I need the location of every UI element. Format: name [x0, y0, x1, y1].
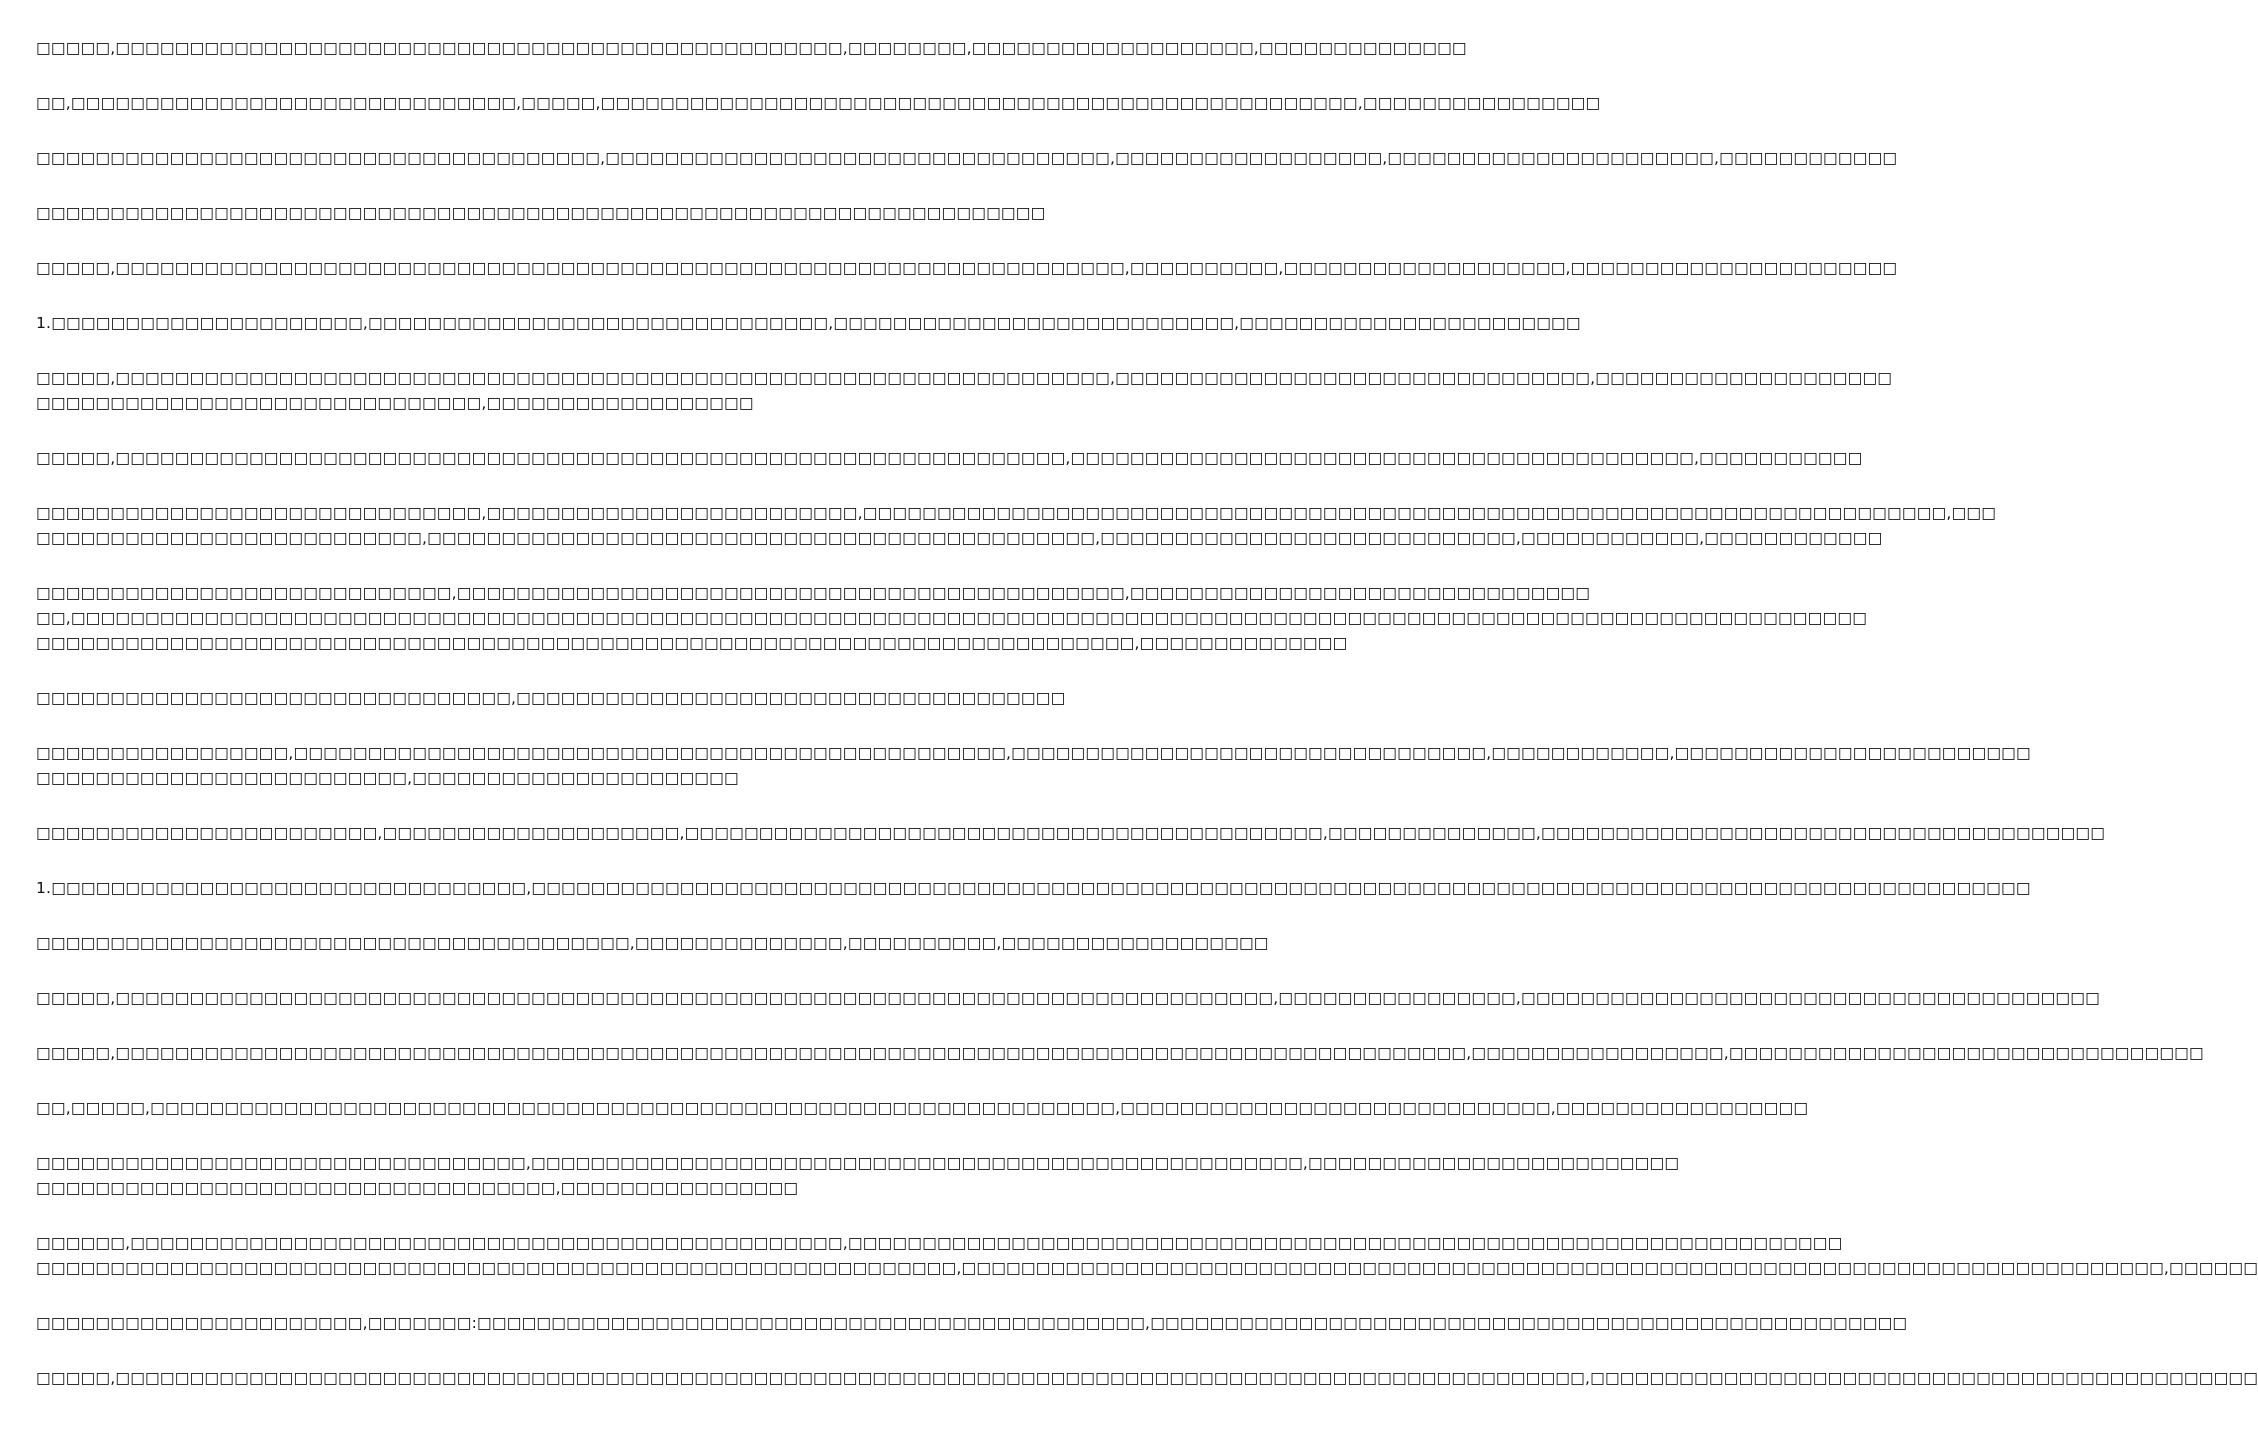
text-line: □□□□□□□□□□□□□□□□□□□□□□□□□□□□□□,□□□□□□□□□□□□□□□□□□□□□□□□□,□□□□□□□□□□□□□□□□□□□□□□□□□□□□□□□□□□□□□□□□□□□□□□□□□□□□□□□□□□□□□□□□□□□□□□□□□,□□□	[36, 504, 1997, 522]
text-line: □□□□□,□□□□□□□□□□□□□□□□□□□□□□□□□□□□□□□□□□□□□□□□□□□□□□□□□□□□□□□□□□□□□□□□,□□□□□□□□□□□□□□□□□□□□□□□□□□□□□□□□□□□□□□□□□□,□□□□□□□□□□□	[36, 449, 1863, 467]
paragraph	[36, 146, 1898, 171]
paragraph	[36, 1151, 1680, 1201]
text-line: □□□□□□□□□□□□□□□□□□□□□□□□□□□□□□□□,□□□□□□□□□□□□□□□□□□□□□□□□□□□□□□□□□□□□□	[36, 689, 1066, 707]
paragraph	[36, 1096, 1809, 1121]
paragraph	[36, 1366, 2258, 1391]
paragraph	[36, 986, 2100, 1011]
text-line: □□□□□□□□□□□□□□□□□□□□□□□□□□□□,□□□□□□□□□□□□□□□□□□□□□□□□□□□□□□□□□□□□□□□□□□□□□,□□□□□□□□□□□□□□□□□□□□□□□□□□□□□□□	[36, 584, 1591, 602]
text-line: □□□□□□□□□□□□□□□□□□□□□□□□□□□□□□,□□□□□□□□□□□□□□□□□□	[36, 394, 754, 412]
paragraph	[36, 201, 1046, 226]
text-line: □□□□□,□□□□□□□□□□□□□□□□□□□□□□□□□□□□□□□□□□□□□□□□□□□□□□□□□□□□□□□□□□□□□□□□□□□□□□□□□□□□□□□□□□□□□□□□□□□,□□□□□□□□□□□□□□□□□,□□□□□□□□□□□□□□□□□□□□□□□□□□□□□□□□	[36, 1044, 2204, 1062]
text-line: □□□□□,□□□□□□□□□□□□□□□□□□□□□□□□□□□□□□□□□□□□□□□□□□□□□□□□□□□□□□□□□□□□□□□□□□□□,□□□□□□□□□□,□□□□□□□□□□□□□□□□□□□,□□□□□□□□□□□□□□□□□□□□□□	[36, 259, 1898, 277]
document-page	[36, 0, 2258, 1449]
text-line: □□,□□□□□□□□□□□□□□□□□□□□□□□□□□□□□□,□□□□□,□□□□□□□□□□□□□□□□□□□□□□□□□□□□□□□□□□□□□□□□□□□□□□□□□□□,□□□□□□□□□□□□□□□□	[36, 94, 1601, 112]
paragraph	[36, 446, 1863, 471]
paragraph	[36, 311, 1581, 336]
text-line: □□□□□,□□□□□□□□□□□□□□□□□□□□□□□□□□□□□□□□□□□□□□□□□□□□□□□□□,□□□□□□□□,□□□□□□□□□□□□□□□□□□□,□□□□□□□□□□□□□□	[36, 39, 1467, 57]
paragraph	[36, 256, 1898, 281]
text-line: □□□□□□□□□□□□□□□□□□□□□□□□□□□□□□□□□□□,□□□□□□□□□□□□□□□□	[36, 1179, 799, 1197]
text-line: □□□□□□□□□□□□□□□□□□□□□□,□□□□□□□:□□□□□□□□□□□□□□□□□□□□□□□□□□□□□□□□□□□□□□□□□□□□□,□□□□□□□□□□□□□□□□□□□□□□□□□□□□□□□□□□□□□□□□□□□□□□□□□□□	[36, 1314, 1908, 1332]
text-line: □□□□□□□□□□□□□□□□□□□□□□□□□□□□□□□□□□□□□□□□,□□□□□□□□□□□□□□,□□□□□□□□□□,□□□□□□□□□□□□□□□□□□	[36, 934, 1269, 952]
paragraph	[36, 1311, 1908, 1336]
paragraph	[36, 686, 1066, 711]
paragraph	[36, 741, 2031, 791]
text-line: □□□□□□,□□□□□□□□□□□□□□□□□□□□□□□□□□□□□□□□□□□□□□□□□□□□□□□□,□□□□□□□□□□□□□□□□□□□□□□□□□□□□□□□□□□□□□□□□□□□□□□□□□□□□□□□□□□□□□□□□□□□	[36, 1234, 1843, 1252]
paragraph	[36, 821, 2106, 846]
text-line: □□,□□□□□,□□□□□□□□□□□□□□□□□□□□□□□□□□□□□□□□□□□□□□□□□□□□□□□□□□□□□□□□□□□□□□□□□,□□□□□□□□□□□□□□□□□□□□□□□□□□□□□,□□□□□□□□□□□□□□□□□	[36, 1099, 1809, 1117]
paragraph	[36, 36, 1467, 61]
paragraph	[36, 501, 1997, 551]
text-line: □□□□□□□□□□□□□□□□□□□□□□□□□□□□□□□□□□□□□□□□□□□□□□□□□□□□□□□□□□□□□□□□□□□□	[36, 204, 1046, 222]
paragraph	[36, 931, 1269, 956]
paragraph	[36, 1041, 2204, 1066]
text-line: □□□□□□□□□□□□□□□□□□□□□□□□□□□□□□□□□□□□□□□□□□□□□□□□□□□□□□□□□□□□□□□□□□□□□□□□□□,□□□□□□□□□□□□□□	[36, 634, 1348, 652]
text-line: □□,□□□□□□□□□□□□□□□□□□□□□□□□□□□□□□□□□□□□□□□□□□□□□□□□□□□□□□□□□□□□□□□□□□□□□□□□□□□□□□□□□□□□□□□□□□□□□□□□□□□□□□□□□□□□□□□□□□□□□□□□□	[36, 609, 1868, 627]
text-line: □□□□□□□□□□□□□□□□□□□□□□□□□□□□□□□□□□□□□□□□□□□□□□□□□□□□□□□□□□□□□□,□□□□□□□□□□□□□□□□□□□□□□□□□□□□□□□□□□□□□□□□□□□□□□□□□□□□□□□□□□□□□□□□□□□□□□□□□□□□□□□□□,□□□□□□	[36, 1259, 2258, 1277]
text-line: □□□□□□□□□□□□□□□□□,□□□□□□□□□□□□□□□□□□□□□□□□□□□□□□□□□□□□□□□□□□□□□□□□,□□□□□□□□□□□□□□□□□□□□□□□□□□□□□□□□,□□□□□□□□□□□□,□□□□□□□□□□□□□□□□□□□□□□□□	[36, 744, 2031, 762]
text-line: □□□□□□□□□□□□□□□□□□□□□□□□□□,□□□□□□□□□□□□□□□□□□□□□□□□□□□□□□□□□□□□□□□□□□□□□,□□□□□□□□□□□□□□□□□□□□□□□□□□□□,□□□□□□□□□□□□,□□□□□□□□□□□□	[36, 529, 1883, 547]
paragraph	[36, 91, 1601, 116]
text-line: □□□□□,□□□□□□□□□□□□□□□□□□□□□□□□□□□□□□□□□□□□□□□□□□□□□□□□□□□□□□□□□□□□□□□□□□□□□□□□□□□□□□,□□□□□□□□□□□□□□□□,□□□□□□□□□□□□□□□□□□□□□□□□□□□□□□□□□□□□□□□	[36, 989, 2100, 1007]
text-line: □□□□□□□□□□□□□□□□□□□□□□□□□,□□□□□□□□□□□□□□□□□□□□□□	[36, 769, 739, 787]
text-line: □□□□□□□□□□□□□□□□□□□□□□□□□□□□□□□□□□□□□□,□□□□□□□□□□□□□□□□□□□□□□□□□□□□□□□□□□,□□□□□□□□□□□□□□□□□□,□□□□□□□□□□□□□□□□□□□□□□,□□□□□□□□□□□□	[36, 149, 1898, 167]
text-line: □□□□□,□□□□□□□□□□□□□□□□□□□□□□□□□□□□□□□□□□□□□□□□□□□□□□□□□□□□□□□□□□□□□□□□□□□□□□□□□□□□□□□□□□□□□□□□□□□□□□□□□□□,□□□□□□□□□□□□□□□□□□□□□□□□□□□□□□□□□□□□□□□□□□□□□	[36, 1369, 2258, 1387]
text-line: □□□□□□□□□□□□□□□□□□□□□□□,□□□□□□□□□□□□□□□□□□□□,□□□□□□□□□□□□□□□□□□□□□□□□□□□□□□□□□□□□□□□□□□□,□□□□□□□□□□□□□□,□□□□□□□□□□□□□□□□□□□□□□□□□□□□□□□□□□□□□□	[36, 824, 2106, 842]
paragraph	[36, 1231, 2258, 1281]
paragraph	[36, 366, 1893, 416]
text-line: 1.□□□□□□□□□□□□□□□□□□□□□,□□□□□□□□□□□□□□□□□□□□□□□□□□□□□□□,□□□□□□□□□□□□□□□□□□□□□□□□□□□,□□□□□□□□□□□□□□□□□□□□□□□	[36, 314, 1581, 332]
paragraph	[36, 581, 1868, 656]
text-line: □□□□□□□□□□□□□□□□□□□□□□□□□□□□□□□□□,□□□□□□□□□□□□□□□□□□□□□□□□□□□□□□□□□□□□□□□□□□□□□□□□□□□□,□□□□□□□□□□□□□□□□□□□□□□□□□	[36, 1154, 1680, 1172]
text-line: □□□□□,□□□□□□□□□□□□□□□□□□□□□□□□□□□□□□□□□□□□□□□□□□□□□□□□□□□□□□□□□□□□□□□□□□□,□□□□□□□□□□□□□□□□□□□□□□□□□□□□□□□□,□□□□□□□□□□□□□□□□□□□□	[36, 369, 1893, 387]
text-line: 1.□□□□□□□□□□□□□□□□□□□□□□□□□□□□□□□□,□□□□□□□□□□□□□□□□□□□□□□□□□□□□□□□□□□□□□□□□□□□□□□□□□□□□□□□□□□□□□□□□□□□□□□□□□□□□□□□□□□□□□□□□□□□□□□□□□□□□□	[36, 879, 2031, 897]
paragraph	[36, 876, 2031, 901]
